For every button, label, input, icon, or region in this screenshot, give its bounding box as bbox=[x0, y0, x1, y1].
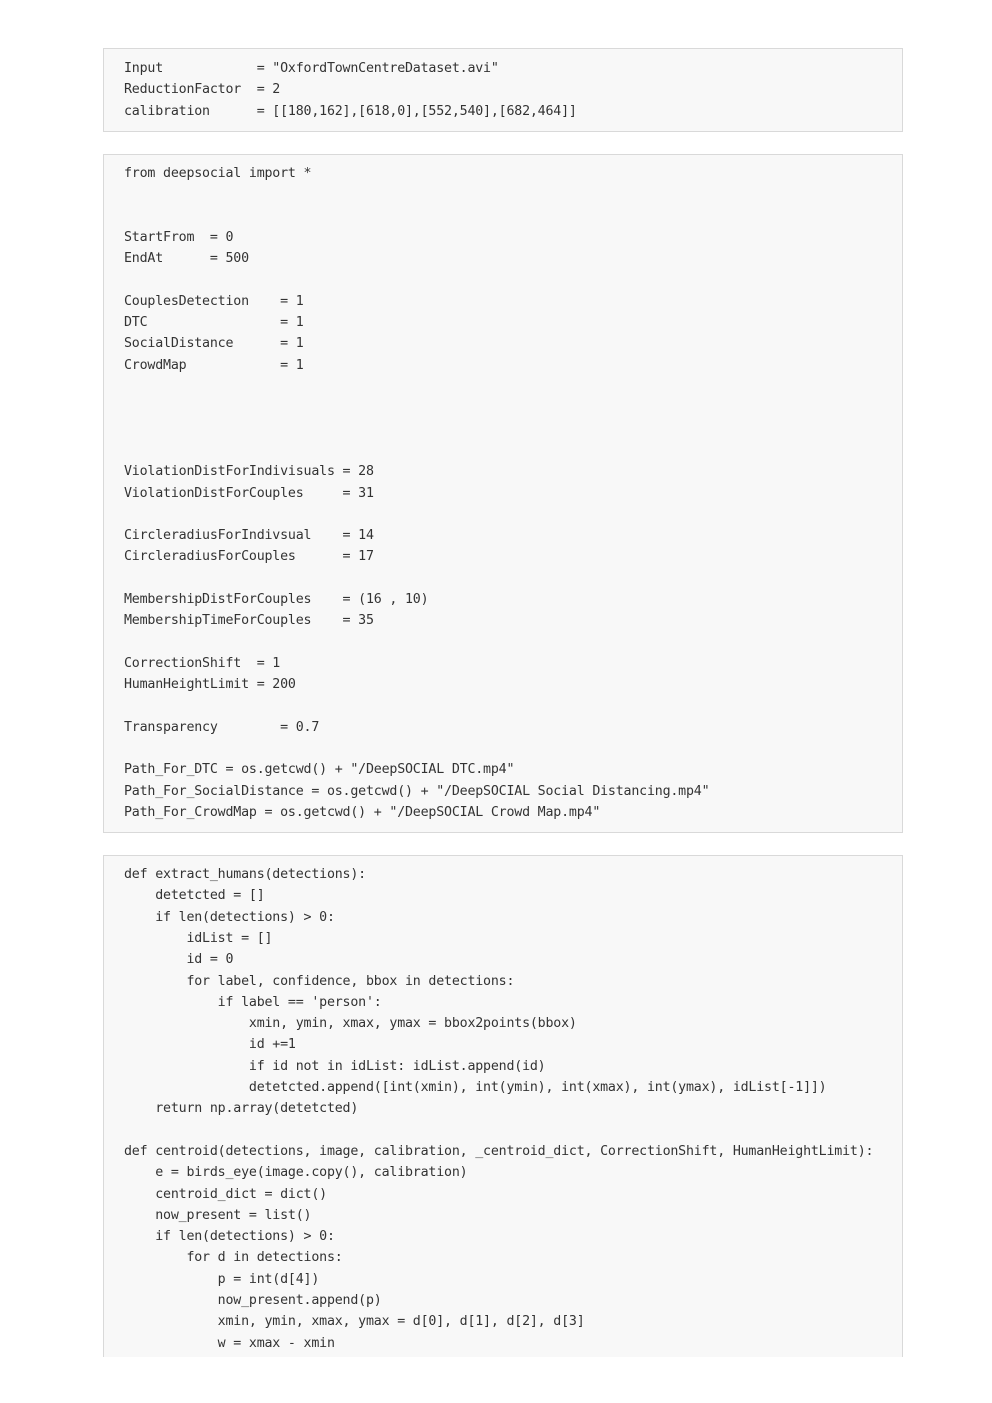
code-line: if len(detections) > 0: bbox=[124, 1229, 335, 1245]
code-line: CrowdMap = 1 bbox=[124, 357, 304, 373]
code-line: xmin, ymin, xmax, ymax = d[0], d[1], d[2], d[3] bbox=[124, 1314, 585, 1330]
code-line: id +=1 bbox=[124, 1037, 296, 1053]
code-line: CorrectionShift = 1 bbox=[124, 655, 281, 671]
code-line: p = int(d[4]) bbox=[124, 1271, 320, 1287]
code-block-input-config bbox=[103, 48, 903, 132]
code-line: CircleradiusForCouples = 17 bbox=[124, 549, 374, 565]
code-line: if label == 'person': bbox=[124, 994, 382, 1010]
code-line: Path_For_SocialDistance = os.getcwd() + "/DeepSOCIAL Social Distancing.mp4" bbox=[124, 783, 710, 799]
code-line: from deepsocial import * bbox=[124, 166, 312, 181]
code-line: for d in detections: bbox=[124, 1250, 343, 1266]
code-line: e = birds_eye(image.copy(), calibration) bbox=[124, 1165, 468, 1181]
code-line: Path_For_CrowdMap = os.getcwd() + "/DeepSOCIAL Crowd Map.mp4" bbox=[124, 805, 601, 820]
code-line: def centroid(detections, image, calibration, _centroid_dict, CorrectionShift, HumanHeightLimit): bbox=[124, 1143, 874, 1159]
code-line: w = xmax - xmin bbox=[124, 1335, 335, 1351]
code-line: idList = [] bbox=[124, 930, 273, 946]
code-line: for label, confidence, bbox in detections: bbox=[124, 973, 515, 989]
code-block-parameters bbox=[103, 154, 903, 833]
code-line: detetcted = [] bbox=[124, 888, 265, 904]
code-line: detetcted.append([int(xmin), int(ymin), int(xmax), int(ymax), idList[-1]]) bbox=[124, 1080, 827, 1095]
code-line: Path_For_DTC = os.getcwd() + "/DeepSOCIAL DTC.mp4" bbox=[124, 762, 515, 778]
code-line: now_present.append(p) bbox=[124, 1293, 382, 1308]
code-line: ReductionFactor = 2 bbox=[124, 82, 281, 98]
code-line: if id not in idList: idList.append(id) bbox=[124, 1058, 546, 1074]
code-line: MembershipTimeForCouples = 35 bbox=[124, 613, 374, 629]
code-line: Transparency = 0.7 bbox=[124, 719, 320, 735]
code-line: now_present = list() bbox=[124, 1207, 312, 1223]
code-block-functions bbox=[103, 855, 903, 1357]
code-line: HumanHeightLimit = 200 bbox=[124, 677, 296, 693]
code-line: id = 0 bbox=[124, 952, 234, 968]
code-line: MembershipDistForCouples = (16 , 10) bbox=[124, 592, 429, 607]
code-line: if len(detections) > 0: bbox=[124, 909, 335, 925]
code-line: EndAt = 500 bbox=[124, 251, 249, 267]
code-line: DTC = 1 bbox=[124, 315, 304, 331]
code-line: xmin, ymin, xmax, ymax = bbox2points(bbox) bbox=[124, 1016, 577, 1032]
code-line: ViolationDistForCouples = 31 bbox=[124, 485, 374, 501]
code-line: SocialDistance = 1 bbox=[124, 336, 304, 352]
code-line: StartFrom = 0 bbox=[124, 229, 234, 245]
code-line: return np.array(detetcted) bbox=[124, 1101, 359, 1117]
code-line: centroid_dict = dict() bbox=[124, 1186, 327, 1202]
code-line: Input = "OxfordTownCentreDataset.avi" bbox=[124, 61, 499, 76]
code-line: ViolationDistForIndivisuals = 28 bbox=[124, 464, 374, 480]
code-line: CircleradiusForIndivsual = 14 bbox=[124, 528, 374, 544]
code-line: calibration = [[180,162],[618,0],[552,540],[682,464]] bbox=[124, 103, 577, 119]
code-line: CouplesDetection = 1 bbox=[124, 293, 304, 309]
code-line: def extract_humans(detections): bbox=[124, 867, 366, 882]
